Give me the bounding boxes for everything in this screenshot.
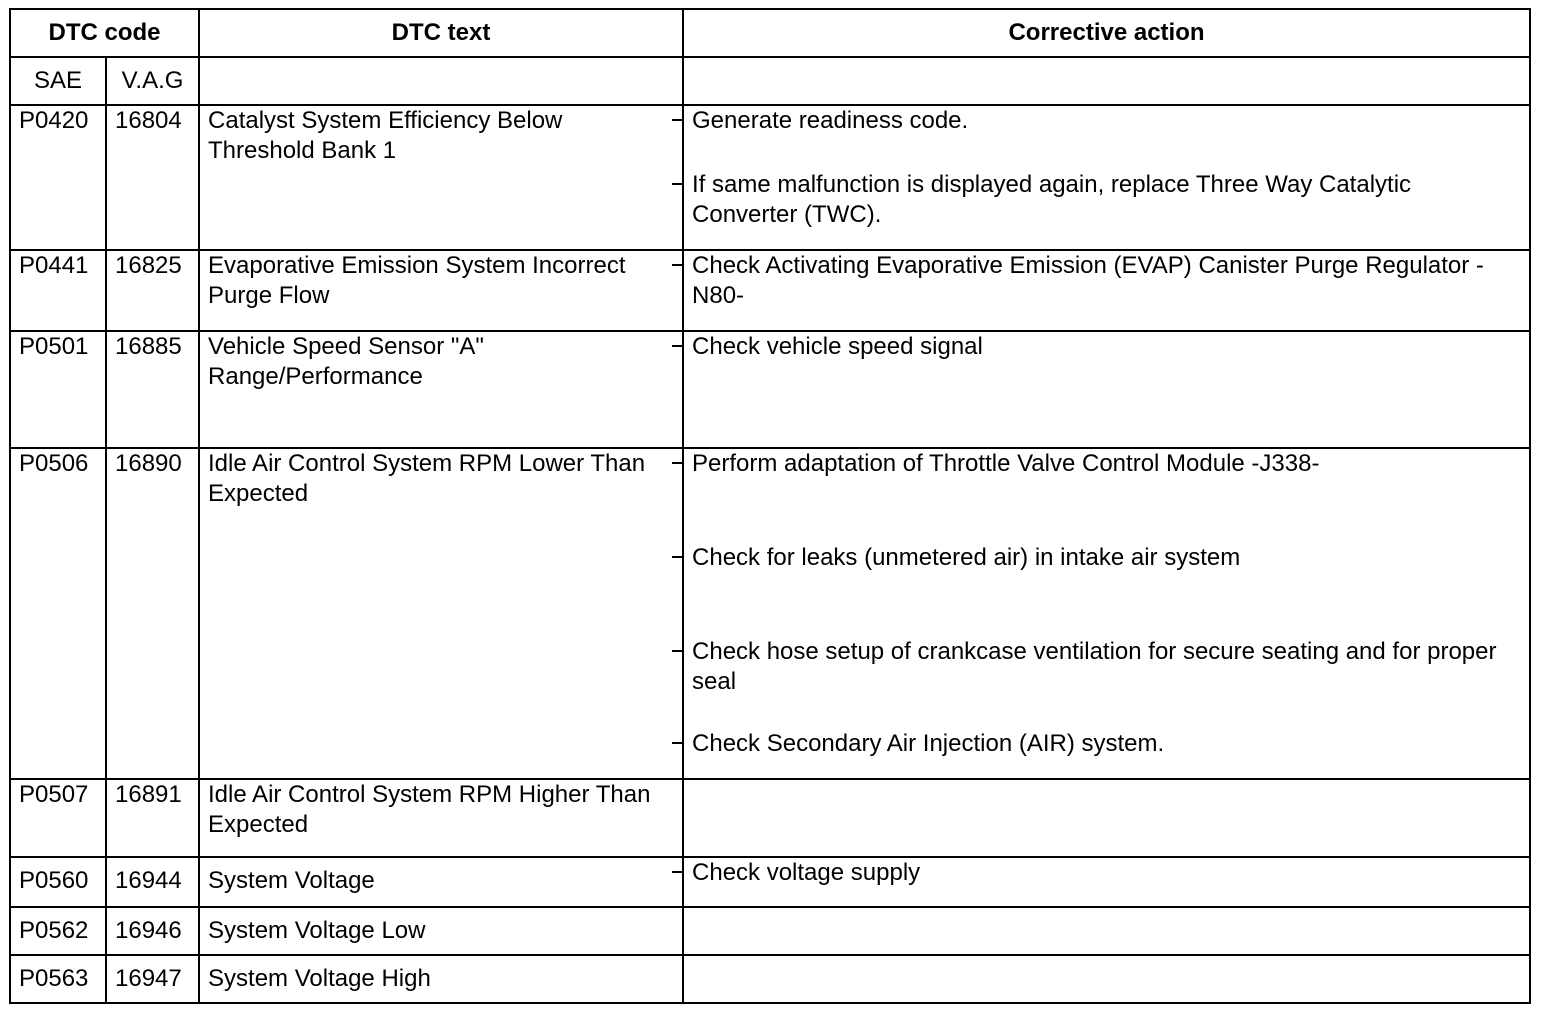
header-dtc-code: DTC code xyxy=(10,9,199,57)
dtc-description: Evaporative Emission System Incorrect Purge Flow xyxy=(199,250,683,331)
sae-code: P0506 xyxy=(10,448,106,779)
header-corrective-action: Corrective action xyxy=(683,9,1530,57)
action-text: Check Secondary Air Injection (AIR) system. xyxy=(692,730,1165,757)
subheader-sae: SAE xyxy=(10,57,106,105)
dash-bullet-icon xyxy=(672,556,684,558)
dtc-description: Idle Air Control System RPM Lower Than Expected xyxy=(199,448,683,779)
action-item xyxy=(692,858,1521,888)
action-text: Perform adaptation of Throttle Valve Control Module -J338- xyxy=(692,450,1320,477)
action-item xyxy=(692,170,1521,230)
corrective-action-cell xyxy=(683,331,1530,448)
vag-code: 16946 xyxy=(106,907,199,955)
subheader-row xyxy=(10,57,1530,105)
subheader-vag: V.A.G xyxy=(106,57,199,105)
header-dtc-text: DTC text xyxy=(199,9,683,57)
corrective-action-cell xyxy=(683,250,1530,331)
table-row xyxy=(10,779,1530,857)
table-row xyxy=(10,250,1530,331)
header-row xyxy=(10,9,1530,57)
table-row xyxy=(10,955,1530,1003)
sae-code: P0420 xyxy=(10,105,106,250)
action-text: Generate readiness code. xyxy=(692,107,969,134)
action-item xyxy=(692,729,1521,759)
corrective-action-cell xyxy=(683,857,1530,907)
table-row xyxy=(10,105,1530,250)
action-text: Check voltage supply xyxy=(692,859,921,886)
sae-code: P0562 xyxy=(10,907,106,955)
dash-bullet-icon xyxy=(672,742,684,744)
sae-code: P0563 xyxy=(10,955,106,1003)
action-item xyxy=(692,332,1521,362)
table-row xyxy=(10,448,1530,779)
sae-code: P0441 xyxy=(10,250,106,331)
dtc-description: System Voltage xyxy=(199,857,683,907)
table-row xyxy=(10,857,1530,907)
sae-code: P0507 xyxy=(10,779,106,857)
dtc-description: System Voltage Low xyxy=(199,907,683,955)
action-text: Check for leaks (unmetered air) in intake air system xyxy=(692,544,1241,571)
vag-code: 16947 xyxy=(106,955,199,1003)
vag-code: 16825 xyxy=(106,250,199,331)
vag-code: 16885 xyxy=(106,331,199,448)
action-text: If same malfunction is displayed again, replace Three Way Catalytic Converter (TWC). xyxy=(692,171,1412,228)
corrective-action-cell xyxy=(683,105,1530,250)
subheader-empty xyxy=(199,57,683,105)
vag-code: 16890 xyxy=(106,448,199,779)
dtc-description: Catalyst System Efficiency Below Threshold Bank 1 xyxy=(199,105,683,250)
vag-code: 16891 xyxy=(106,779,199,857)
corrective-action-cell xyxy=(683,907,1530,955)
dash-bullet-icon xyxy=(672,183,684,185)
corrective-action-cell xyxy=(683,448,1530,779)
subheader-empty xyxy=(683,57,1530,105)
action-item xyxy=(692,251,1521,311)
dash-bullet-icon xyxy=(672,650,684,652)
action-text: Check Activating Evaporative Emission (EVAP) Canister Purge Regulator -N80- xyxy=(692,252,1484,309)
dtc-description: Idle Air Control System RPM Higher Than Expected xyxy=(199,779,683,857)
dash-bullet-icon xyxy=(672,871,684,873)
vag-code: 16804 xyxy=(106,105,199,250)
corrective-action-cell xyxy=(683,955,1530,1003)
table-row xyxy=(10,331,1530,448)
action-text: Check vehicle speed signal xyxy=(692,333,983,360)
action-item xyxy=(692,449,1521,479)
dash-bullet-icon xyxy=(672,345,684,347)
action-item xyxy=(692,106,1521,136)
corrective-action-cell xyxy=(683,779,1530,857)
dash-bullet-icon xyxy=(672,264,684,266)
table-row xyxy=(10,907,1530,955)
dash-bullet-icon xyxy=(672,462,684,464)
sae-code: P0501 xyxy=(10,331,106,448)
dtc-description: Vehicle Speed Sensor "A" Range/Performance xyxy=(199,331,683,448)
action-text: Check hose setup of crankcase ventilation for secure seating and for proper seal xyxy=(692,638,1497,695)
dtc-description: System Voltage High xyxy=(199,955,683,1003)
action-item xyxy=(692,543,1521,573)
vag-code: 16944 xyxy=(106,857,199,907)
action-item xyxy=(692,637,1521,697)
dash-bullet-icon xyxy=(672,119,684,121)
sae-code: P0560 xyxy=(10,857,106,907)
dtc-table xyxy=(9,8,1531,1004)
